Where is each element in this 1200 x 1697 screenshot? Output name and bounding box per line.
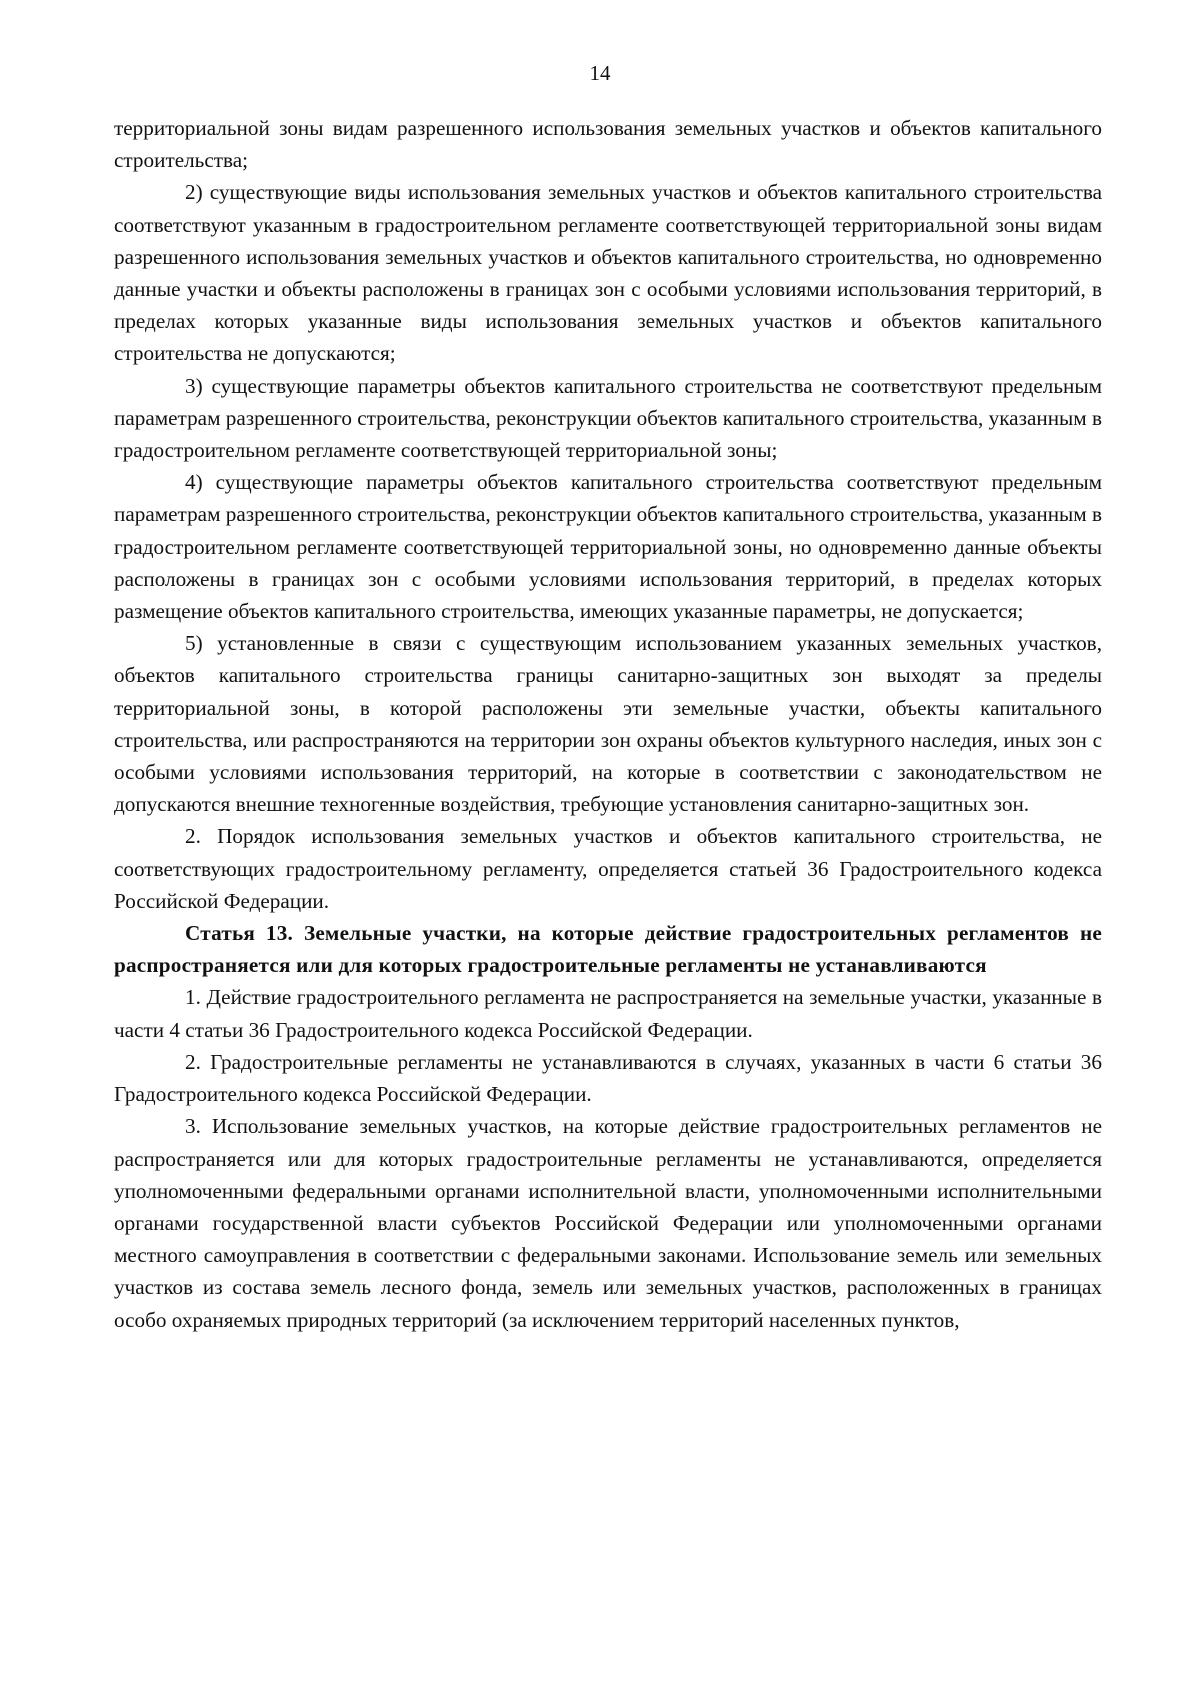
article-13-clause-1: 1. Действие градостроительного регламента не распространяется на земельные участки, указанные в части 4 статьи 36 Градостроительного кодекса Российской Федерации. bbox=[114, 985, 1102, 1042]
list-item-4: 4) существующие параметры объектов капитального строительства соответствуют предельным параметрам разрешенного строительства, реконструкции объектов капитального строительства, указанным в градостроительном регламенте соответствующей территориальной зоны, но одновременно данные объекты расположены в границах зон с особыми условиями использования территорий, в пределах которых размещение объектов капитального строительства, имеющих указанные параметры, не допускается; bbox=[114, 470, 1102, 624]
list-item-2: 2) существующие виды использования земельных участков и объектов капитального строительства соответствуют указанным в градостроительном регламенте соответствующей территориальной зоны видам разрешенного использования земельных участков и объектов капитального строительства, но одновременно данные участки и объекты расположены в границах зон с особыми условиями использования территорий, в пределах которых указанные виды использования земельных участков и объектов капитального строительства не допускаются; bbox=[114, 180, 1102, 366]
page-number: 14 bbox=[589, 61, 611, 85]
article-13-clause-3: 3. Использование земельных участков, на которые действие градостроительных регламентов не распространяется или для которых градостроительные регламенты не устанавливаются, определяется уполномоченными федеральными органами исполнительной власти, уполномоченными исполнительными органами государственной власти субъектов Российской Федерации или уполномоченными органами местного самоуправления в соответствии с федеральными законами. Использование земель или земельных участков из состава земель лесного фонда, земель или земельных участков, расположенных в границах особо охраняемых природных территорий (за исключением территорий населенных пунктов, bbox=[114, 1114, 1102, 1332]
list-item-5: 5) установленные в связи с существующим использованием указанных земельных участков, объектов капитального строительства границы санитарно-защитных зон выходят за пределы территориальной зоны, в которой расположены эти земельные участки, объекты капитального строительства, или распространяются на территории зон охраны объектов культурного наследия, иных зон с особыми условиями использования территорий, на которые в соответствии с законодательством не допускаются внешние техногенные воздействия, требующие установления санитарно-защитных зон. bbox=[114, 631, 1102, 817]
clause-2: 2. Порядок использования земельных участков и объектов капитального строительства, не соответствующих градостроительному регламенту, определяется статьей 36 Градостроительного кодекса Российской Федерации. bbox=[114, 824, 1102, 913]
paragraph-continuation: территориальной зоны видам разрешенного использования земельных участков и объектов капитального строительства; bbox=[114, 116, 1102, 173]
article-13-heading: Статья 13. Земельные участки, на которые действие градостроительных регламентов не распространяется или для которых градостроительные регламенты не устанавливаются bbox=[114, 921, 1102, 978]
article-13-clause-2: 2. Градостроительные регламенты не устанавливаются в случаях, указанных в части 6 статьи 36 Градостроительного кодекса Российской Федерации. bbox=[114, 1049, 1102, 1107]
document-body bbox=[114, 112, 1102, 1336]
list-item-3: 3) существующие параметры объектов капитального строительства не соответствуют предельным параметрам разрешенного строительства, реконструкции объектов капитального строительства, указанным в градостроительном регламенте соответствующей территориальной зоны; bbox=[114, 373, 1102, 463]
